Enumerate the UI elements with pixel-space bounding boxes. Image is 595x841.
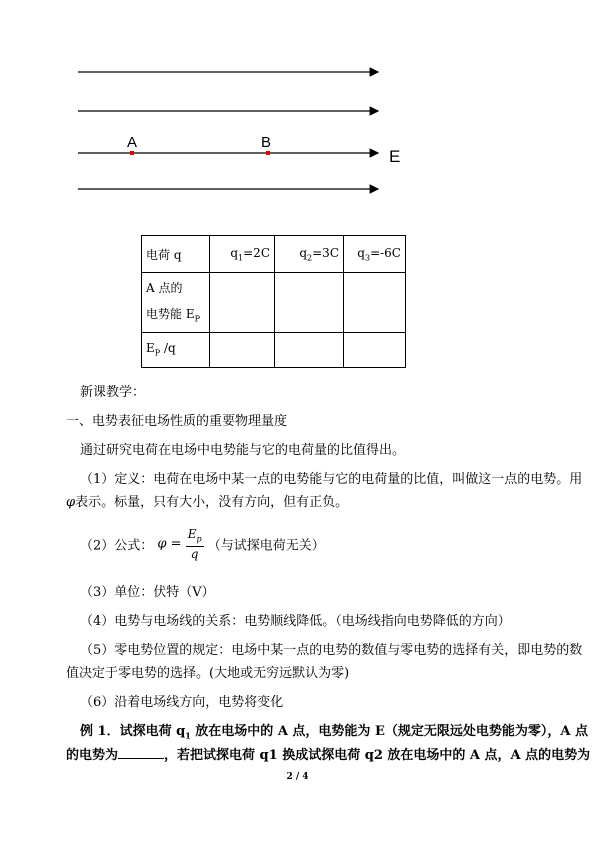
section-one-heading: 一、电势表征电场性质的重要物理量度 [66,414,288,429]
unit-line: （3）单位：伏特（V） [80,585,215,600]
formula-numerator: $E_p$ [186,527,204,547]
formula-line: （2）公式： φ = $\frac{E_p}{q}$ （与试探电荷无关） [80,527,325,562]
new-lesson-heading: 新课教学： [80,385,146,400]
potential-energy-table [141,235,406,368]
row-ep-over-q-label: $E_P$ /q [142,333,210,368]
row-a-label-line2: 电势能 $E_P$ [146,307,200,324]
point-a-label: A [127,134,138,151]
point-b-marker [266,151,270,155]
electric-field-diagram [0,0,595,230]
point-a-marker [130,151,134,155]
along-field-line: （6）沿着电场线方向，电势将变化 [80,695,284,710]
header-q1: $q_1=2C$ [210,236,275,273]
zero-potential-line-2: 值决定于零电势的选择。(大地或无穷远默认为零) [66,666,350,681]
phi-symbol: φ [66,495,76,510]
cell-empty [275,333,344,368]
answer-blank[interactable] [118,746,164,759]
row-a-potential-energy [142,273,210,333]
cell-empty [210,273,275,333]
formula-denominator: q [190,547,199,562]
definition-line-2: φ表示。标量，只有大小，没有方向，但有正负。 [66,495,349,510]
header-q3: $q_3=-6C$ [344,236,406,273]
cell-empty [344,273,406,333]
header-charge: 电荷 q [142,236,210,273]
row-a-label-line1: A 点的 [146,281,183,295]
header-q2: $q_2=3C$ [275,236,344,273]
relation-line: （4）电势与电场线的关系：电势顺线降低。（电场线指向电势降低的方向） [80,614,511,629]
page-number: 2 / 4 [286,772,309,782]
intro-paragraph: 通过研究电荷在电场中电势能与它的电荷量的比值得出。 [80,443,406,458]
cell-empty [344,333,406,368]
example-1-line-1: 例 1．试探电荷 $q_1$ 放在电场中的 A 点，电势能为 E（规定无限远处电势能为零），A 点 [80,724,588,741]
cell-empty [275,273,344,333]
point-b-label: B [261,134,272,151]
field-e-label: E [389,147,401,166]
cell-empty [210,333,275,368]
definition-line-1: （1）定义：电荷在电场中某一点的电势能与它的电荷量的比值，叫做这一点的电势。用 [80,472,583,487]
formula-fraction [186,527,204,561]
zero-potential-line-1: （5）零电势位置的规定：电场中某一点的电势的数值与零电势的选择有关，即电势的数 [80,643,583,658]
example-1-line-2: 的电势为 ，若把试探电荷 q1 换成试探电荷 q2 放在电场中的 A 点，A 点的电势为 [66,748,591,763]
